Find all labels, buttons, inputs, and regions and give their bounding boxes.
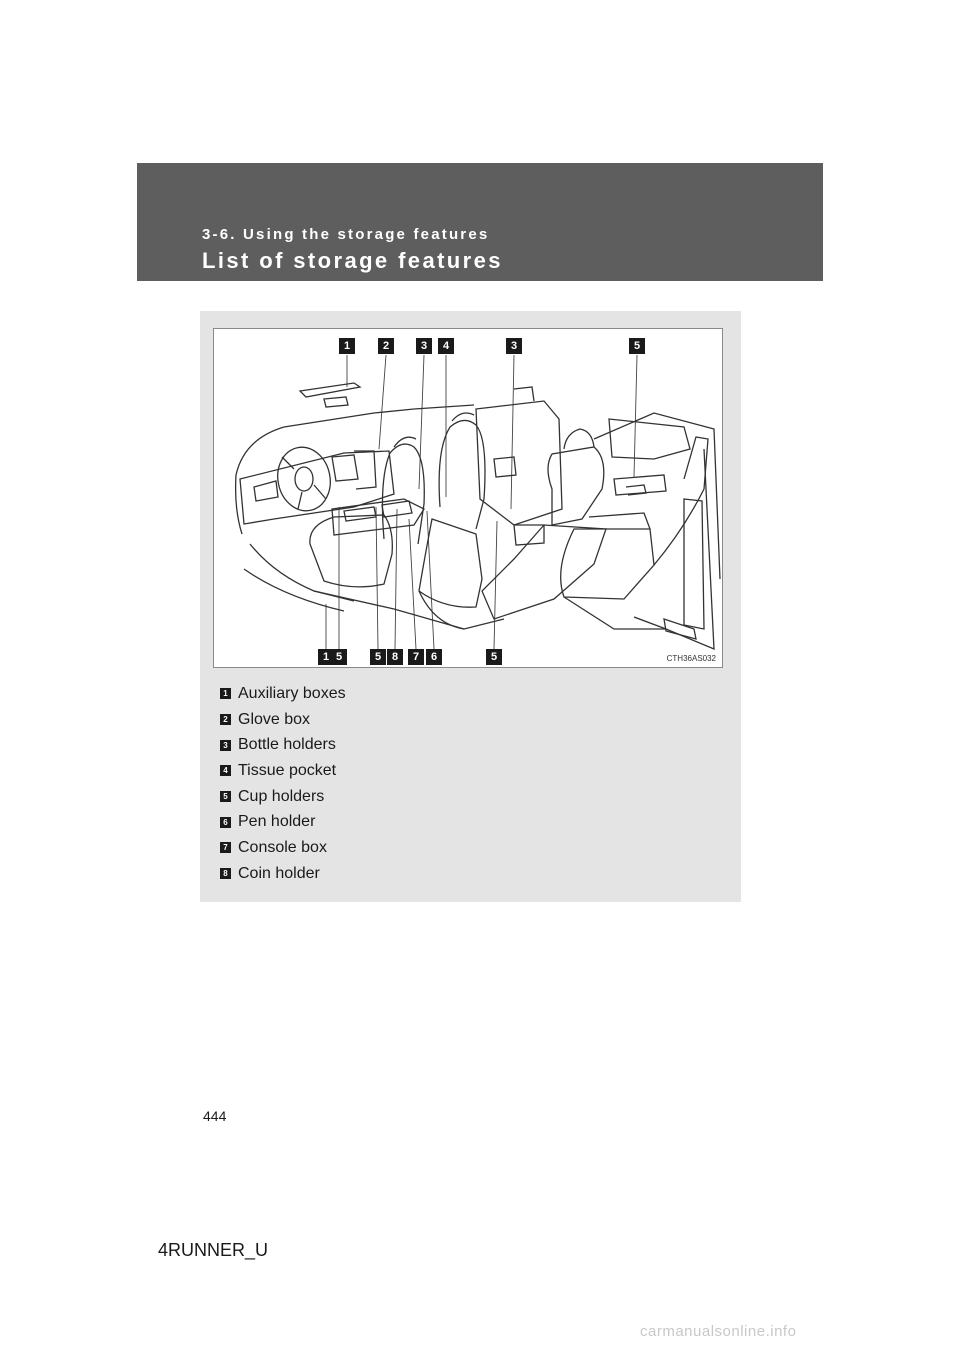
legend-label: Pen holder — [238, 813, 316, 831]
callout-1-bottom: 1 — [318, 649, 334, 665]
legend-item — [220, 758, 346, 784]
legend-item — [220, 809, 346, 835]
callout-5c-bottom: 5 — [486, 649, 502, 665]
callout-4-top: 4 — [438, 338, 454, 354]
callout-5-top: 5 — [629, 338, 645, 354]
vehicle-interior-illustration — [213, 328, 723, 668]
number-badge: 1 — [220, 688, 231, 699]
callout-7-bottom: 7 — [408, 649, 424, 665]
callout-3-top: 3 — [416, 338, 432, 354]
number-badge: 4 — [220, 765, 231, 776]
legend-label: Bottle holders — [238, 736, 336, 754]
callout-3b-top: 3 — [506, 338, 522, 354]
section-label: 3-6. Using the storage features — [202, 226, 490, 243]
page-title: List of storage features — [202, 248, 503, 273]
legend-label: Auxiliary boxes — [238, 684, 346, 702]
callout-6-bottom: 6 — [426, 649, 442, 665]
callout-5b-bottom: 5 — [370, 649, 386, 665]
callout-5-bottom: 5 — [331, 649, 347, 665]
legend-label: Coin holder — [238, 864, 320, 882]
legend-label: Tissue pocket — [238, 761, 337, 779]
content-box — [200, 311, 741, 902]
legend-item — [220, 784, 346, 810]
legend-label: Glove box — [238, 710, 311, 728]
number-badge: 3 — [220, 740, 231, 751]
footer-id: 4RUNNER_U — [158, 1240, 269, 1260]
number-badge: 2 — [220, 714, 231, 725]
callout-1-top: 1 — [339, 338, 355, 354]
callout-2-top: 2 — [378, 338, 394, 354]
legend-item — [220, 681, 346, 707]
legend — [220, 681, 346, 887]
number-badge: 7 — [220, 842, 231, 853]
legend-item — [220, 732, 346, 758]
legend-label: Cup holders — [238, 787, 325, 805]
legend-item — [220, 861, 346, 887]
image-code: CTH36AS032 — [666, 654, 716, 663]
watermark[interactable]: carmanualsonline.info — [640, 1323, 797, 1340]
legend-item — [220, 835, 346, 861]
legend-label: Console box — [238, 838, 327, 856]
callout-8-bottom: 8 — [387, 649, 403, 665]
number-badge: 6 — [220, 817, 231, 828]
page-number: 444 — [203, 1108, 227, 1124]
number-badge: 5 — [220, 791, 231, 802]
number-badge: 8 — [220, 868, 231, 879]
legend-item — [220, 707, 346, 733]
